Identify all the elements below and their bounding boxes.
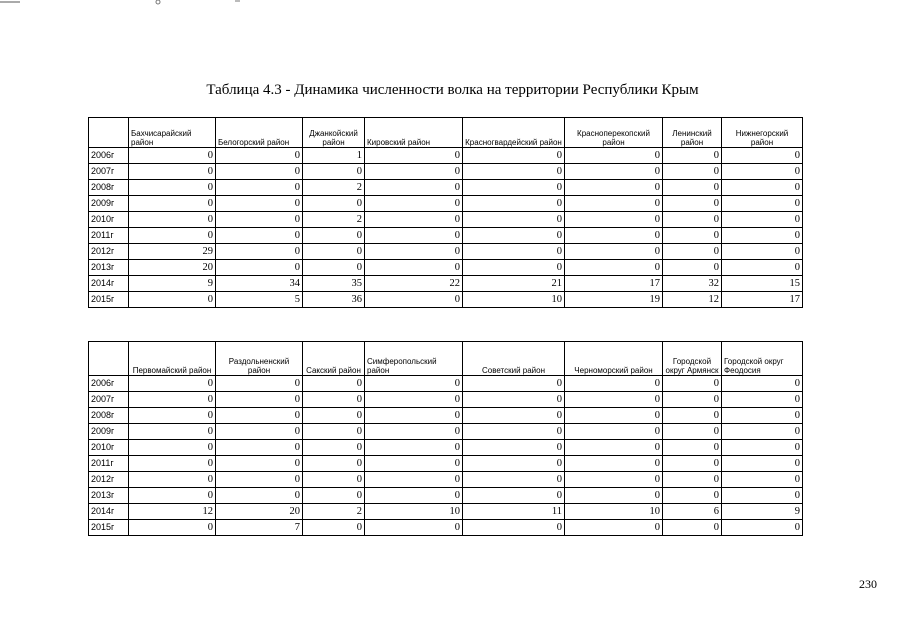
value-cell: 0	[463, 228, 565, 244]
value-cell: 0	[463, 260, 565, 276]
year-cell: 2007г	[89, 392, 129, 408]
table-header-row	[89, 342, 803, 376]
value-cell: 0	[365, 392, 463, 408]
table-row	[89, 488, 803, 504]
value-cell: 0	[565, 260, 663, 276]
value-cell: 0	[565, 456, 663, 472]
value-cell: 0	[303, 164, 365, 180]
table-row	[89, 164, 803, 180]
table-row	[89, 504, 803, 520]
value-cell: 0	[303, 376, 365, 392]
column-header: Белогорский район	[216, 118, 303, 148]
value-cell: 0	[216, 456, 303, 472]
value-cell: 5	[216, 292, 303, 308]
value-cell: 0	[663, 392, 722, 408]
value-cell: 0	[216, 196, 303, 212]
year-cell: 2009г	[89, 424, 129, 440]
value-cell: 0	[663, 244, 722, 260]
value-cell: 2	[303, 212, 365, 228]
value-cell: 0	[722, 520, 803, 536]
value-cell: 0	[303, 408, 365, 424]
value-cell: 12	[129, 504, 216, 520]
value-cell: 0	[722, 376, 803, 392]
value-cell: 0	[129, 164, 216, 180]
year-header-cell	[89, 342, 129, 376]
value-cell: 0	[303, 456, 365, 472]
year-cell: 2011г	[89, 456, 129, 472]
value-cell: 0	[365, 260, 463, 276]
value-cell: 0	[365, 408, 463, 424]
value-cell: 0	[663, 164, 722, 180]
value-cell: 0	[565, 212, 663, 228]
value-cell: 0	[663, 472, 722, 488]
value-cell: 0	[722, 408, 803, 424]
year-cell: 2014г	[89, 504, 129, 520]
value-cell: 0	[663, 228, 722, 244]
value-cell: 0	[129, 292, 216, 308]
year-cell: 2010г	[89, 440, 129, 456]
value-cell: 2	[303, 504, 365, 520]
column-header: Красногвардейский район	[463, 118, 565, 148]
year-cell: 2015г	[89, 520, 129, 536]
value-cell: 0	[303, 520, 365, 536]
value-cell: 0	[216, 440, 303, 456]
value-cell: 0	[129, 228, 216, 244]
value-cell: 0	[663, 196, 722, 212]
value-cell: 0	[722, 164, 803, 180]
value-cell: 0	[129, 212, 216, 228]
table-row	[89, 276, 803, 292]
value-cell: 0	[565, 424, 663, 440]
value-cell: 0	[463, 180, 565, 196]
value-cell: 0	[463, 164, 565, 180]
year-cell: 2015г	[89, 292, 129, 308]
table-row	[89, 376, 803, 392]
value-cell: 0	[129, 180, 216, 196]
page-number: 230	[859, 577, 877, 591]
value-cell: 0	[722, 260, 803, 276]
value-cell: 0	[722, 424, 803, 440]
value-cell: 12	[663, 292, 722, 308]
table-row	[89, 440, 803, 456]
value-cell: 0	[216, 180, 303, 196]
value-cell: 0	[129, 392, 216, 408]
column-header: Городской округ Феодосия	[722, 342, 803, 376]
column-header: Красноперекопский район	[565, 118, 663, 148]
value-cell: 0	[365, 164, 463, 180]
value-cell: 0	[565, 228, 663, 244]
value-cell: 10	[365, 504, 463, 520]
value-cell: 10	[463, 292, 565, 308]
value-cell: 0	[216, 408, 303, 424]
value-cell: 0	[722, 488, 803, 504]
value-cell: 0	[663, 456, 722, 472]
value-cell: 0	[365, 488, 463, 504]
value-cell: 21	[463, 276, 565, 292]
scan-artifact-mark	[0, 0, 250, 6]
value-cell: 0	[722, 392, 803, 408]
value-cell: 0	[565, 148, 663, 164]
value-cell: 0	[722, 228, 803, 244]
table-row	[89, 228, 803, 244]
value-cell: 1	[303, 148, 365, 164]
value-cell: 0	[463, 212, 565, 228]
value-cell: 0	[365, 456, 463, 472]
value-cell: 0	[663, 212, 722, 228]
value-cell: 0	[663, 424, 722, 440]
value-cell: 0	[365, 440, 463, 456]
value-cell: 0	[303, 440, 365, 456]
column-header: Сакский район	[303, 342, 365, 376]
value-cell: 6	[663, 504, 722, 520]
table-row	[89, 196, 803, 212]
value-cell: 0	[722, 196, 803, 212]
value-cell: 0	[365, 228, 463, 244]
value-cell: 0	[663, 260, 722, 276]
value-cell: 0	[303, 424, 365, 440]
column-header: Раздольненский район	[216, 342, 303, 376]
table-row	[89, 244, 803, 260]
value-cell: 0	[129, 520, 216, 536]
table-row	[89, 260, 803, 276]
value-cell: 0	[565, 164, 663, 180]
year-cell: 2013г	[89, 488, 129, 504]
table-row	[89, 292, 803, 308]
value-cell: 0	[463, 440, 565, 456]
value-cell: 0	[463, 488, 565, 504]
value-cell: 0	[663, 408, 722, 424]
value-cell: 0	[722, 180, 803, 196]
column-header: Первомайский район	[129, 342, 216, 376]
table-row	[89, 408, 803, 424]
value-cell: 0	[129, 488, 216, 504]
column-header: Кировский район	[365, 118, 463, 148]
value-cell: 0	[216, 148, 303, 164]
value-cell: 0	[565, 520, 663, 536]
value-cell: 0	[365, 244, 463, 260]
value-cell: 0	[365, 472, 463, 488]
value-cell: 0	[722, 148, 803, 164]
value-cell: 0	[565, 472, 663, 488]
value-cell: 0	[663, 520, 722, 536]
value-cell: 0	[129, 376, 216, 392]
year-header-cell	[89, 118, 129, 148]
value-cell: 10	[565, 504, 663, 520]
value-cell: 0	[722, 244, 803, 260]
value-cell: 0	[365, 520, 463, 536]
value-cell: 0	[216, 392, 303, 408]
value-cell: 17	[565, 276, 663, 292]
value-cell: 0	[303, 196, 365, 212]
value-cell: 0	[216, 164, 303, 180]
column-header: Ленинский район	[663, 118, 722, 148]
value-cell: 9	[722, 504, 803, 520]
value-cell: 0	[365, 292, 463, 308]
column-header: Симферопольский район	[365, 342, 463, 376]
year-cell: 2012г	[89, 244, 129, 260]
year-cell: 2013г	[89, 260, 129, 276]
column-header: Нижнегорский район	[722, 118, 803, 148]
value-cell: 32	[663, 276, 722, 292]
table-row	[89, 424, 803, 440]
column-header: Городской округ Армянск	[663, 342, 722, 376]
value-cell: 19	[565, 292, 663, 308]
value-cell: 0	[663, 376, 722, 392]
value-cell: 0	[663, 440, 722, 456]
value-cell: 0	[463, 376, 565, 392]
year-cell: 2008г	[89, 180, 129, 196]
value-cell: 0	[216, 424, 303, 440]
value-cell: 0	[129, 424, 216, 440]
year-cell: 2014г	[89, 276, 129, 292]
year-cell: 2011г	[89, 228, 129, 244]
value-cell: 0	[129, 456, 216, 472]
value-cell: 0	[565, 244, 663, 260]
value-cell: 34	[216, 276, 303, 292]
year-cell: 2012г	[89, 472, 129, 488]
value-cell: 0	[216, 376, 303, 392]
table-row	[89, 392, 803, 408]
value-cell: 0	[365, 424, 463, 440]
value-cell: 0	[463, 472, 565, 488]
table-row	[89, 520, 803, 536]
value-cell: 0	[722, 456, 803, 472]
year-cell: 2010г	[89, 212, 129, 228]
value-cell: 0	[303, 488, 365, 504]
value-cell: 20	[216, 504, 303, 520]
value-cell: 0	[216, 260, 303, 276]
year-cell: 2006г	[89, 148, 129, 164]
year-cell: 2008г	[89, 408, 129, 424]
value-cell: 0	[216, 212, 303, 228]
value-cell: 0	[463, 456, 565, 472]
value-cell: 0	[463, 520, 565, 536]
value-cell: 0	[565, 196, 663, 212]
value-cell: 0	[565, 392, 663, 408]
value-cell: 0	[365, 376, 463, 392]
table-row	[89, 472, 803, 488]
value-cell: 9	[129, 276, 216, 292]
value-cell: 0	[303, 260, 365, 276]
value-cell: 0	[365, 180, 463, 196]
value-cell: 0	[129, 472, 216, 488]
year-cell: 2009г	[89, 196, 129, 212]
value-cell: 0	[463, 424, 565, 440]
value-cell: 0	[216, 244, 303, 260]
value-cell: 0	[565, 180, 663, 196]
value-cell: 35	[303, 276, 365, 292]
value-cell: 0	[463, 148, 565, 164]
column-header: Черноморский район	[565, 342, 663, 376]
value-cell: 22	[365, 276, 463, 292]
value-cell: 0	[303, 472, 365, 488]
year-cell: 2007г	[89, 164, 129, 180]
value-cell: 0	[365, 148, 463, 164]
year-cell: 2006г	[89, 376, 129, 392]
value-cell: 0	[216, 228, 303, 244]
wolf-population-table-part-1	[88, 117, 803, 308]
value-cell: 0	[663, 488, 722, 504]
value-cell: 29	[129, 244, 216, 260]
value-cell: 0	[565, 440, 663, 456]
value-cell: 0	[722, 212, 803, 228]
value-cell: 0	[565, 488, 663, 504]
value-cell: 0	[216, 472, 303, 488]
value-cell: 0	[663, 148, 722, 164]
value-cell: 0	[463, 392, 565, 408]
value-cell: 0	[565, 408, 663, 424]
value-cell: 0	[129, 196, 216, 212]
value-cell: 0	[303, 244, 365, 260]
value-cell: 2	[303, 180, 365, 196]
value-cell: 0	[722, 440, 803, 456]
value-cell: 0	[463, 244, 565, 260]
value-cell: 15	[722, 276, 803, 292]
column-header: Джанкойский район	[303, 118, 365, 148]
value-cell: 0	[565, 376, 663, 392]
value-cell: 0	[129, 440, 216, 456]
value-cell: 0	[303, 228, 365, 244]
value-cell: 17	[722, 292, 803, 308]
value-cell: 0	[463, 408, 565, 424]
column-header: Бахчисарайский район	[129, 118, 216, 148]
value-cell: 0	[663, 180, 722, 196]
value-cell: 0	[216, 488, 303, 504]
table-row	[89, 456, 803, 472]
value-cell: 0	[365, 212, 463, 228]
value-cell: 0	[722, 472, 803, 488]
value-cell: 11	[463, 504, 565, 520]
value-cell: 20	[129, 260, 216, 276]
table-row	[89, 212, 803, 228]
value-cell: 0	[129, 408, 216, 424]
value-cell: 7	[216, 520, 303, 536]
value-cell: 0	[303, 392, 365, 408]
value-cell: 0	[365, 196, 463, 212]
value-cell: 0	[129, 148, 216, 164]
value-cell: 0	[463, 196, 565, 212]
table-title: Таблица 4.3 - Динамика численности волка на территории Республики Крым	[206, 82, 699, 98]
table-header-row	[89, 118, 803, 148]
wolf-population-table-part-2	[88, 341, 803, 536]
table-row	[89, 148, 803, 164]
column-header: Советский район	[463, 342, 565, 376]
value-cell: 36	[303, 292, 365, 308]
table-row	[89, 180, 803, 196]
